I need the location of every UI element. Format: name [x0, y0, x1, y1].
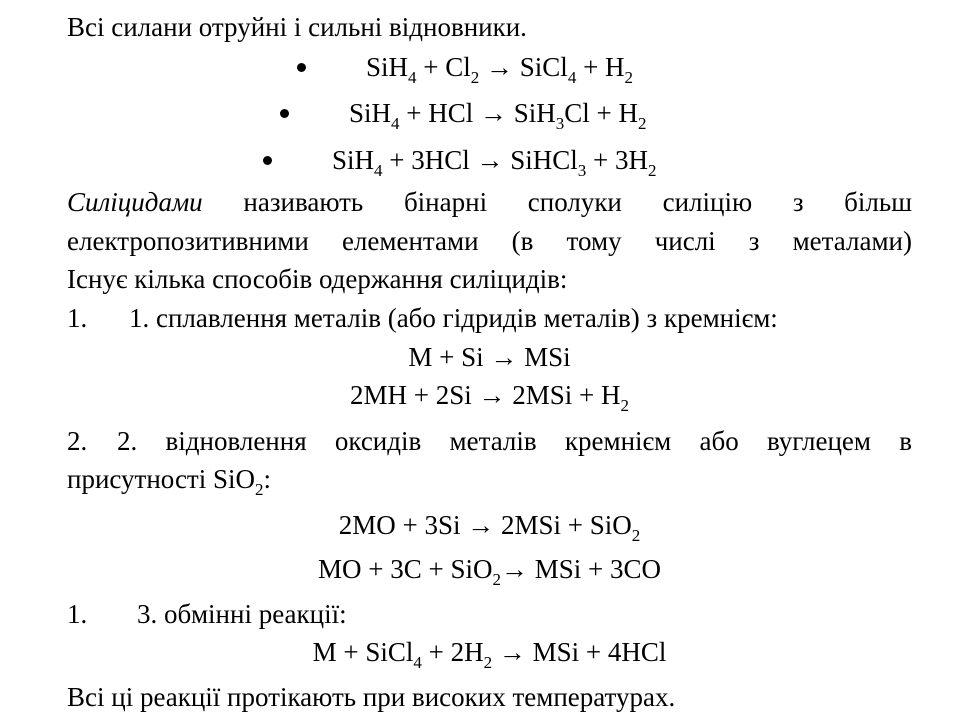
equation-8: M + SiCl$_4$ + $2H_2$ → MSi + 4HCl: [312, 637, 667, 672]
equation-4: M + Si → MSi: [408, 342, 571, 372]
list-item-2: 2. 2. відновлення оксидів металів кремнієм або вуглецем в: [67, 426, 912, 456]
text-line-methods: Існує кілька способів одержання силіцидів:: [67, 264, 568, 294]
text-line-presence: присутності SiO$_2$:: [67, 464, 272, 499]
equation-1: $SiH_4 + Cl_2$ → SiCl$_4$ + $H_2$: [366, 52, 634, 87]
equation-row-2: [67, 96, 912, 133]
bullet-icon: [297, 63, 306, 72]
equation-5: $2MH + 2Si \to 2MSi + H_2$: [349, 380, 629, 415]
equation-2: SiH$_4$ + HCl → $SiH_3Cl + H_2$: [349, 98, 647, 133]
text-line-conclusion: Всі ці реакції протікають при високих температурах.: [67, 682, 676, 712]
equation-row-3: [67, 143, 912, 180]
equation-3: SiH$_4$ + 3HCl → SiHCl$_3$ + $3H_2$: [332, 145, 657, 180]
equation-6: 2MO + 3Si → 2MSi + SiO$_2$: [338, 510, 641, 545]
text-line-silanes: Всі силани отруйні і сильні відновники.: [67, 12, 527, 42]
equation-7: MO + 3C + SiO$_2$→ MSi + 3CO: [317, 554, 661, 589]
italic-term: Силіцидами: [67, 187, 203, 217]
list-item-1: 1. 1. сплавлення металів (або гідридів металів) з кремнієм:: [67, 303, 778, 333]
equation-row-1: [67, 50, 912, 87]
paragraph-line-silicides: Силіцидами називають бінарні сполуки силіцію з більш: [67, 187, 912, 217]
list-item-3: 1. 3. обмінні реакції:: [67, 599, 347, 629]
bullet-icon: [263, 156, 272, 165]
paragraph-line-electropositive: електропозитивними елементами (в тому числі з металами): [67, 226, 912, 256]
bullet-icon: [280, 109, 289, 118]
